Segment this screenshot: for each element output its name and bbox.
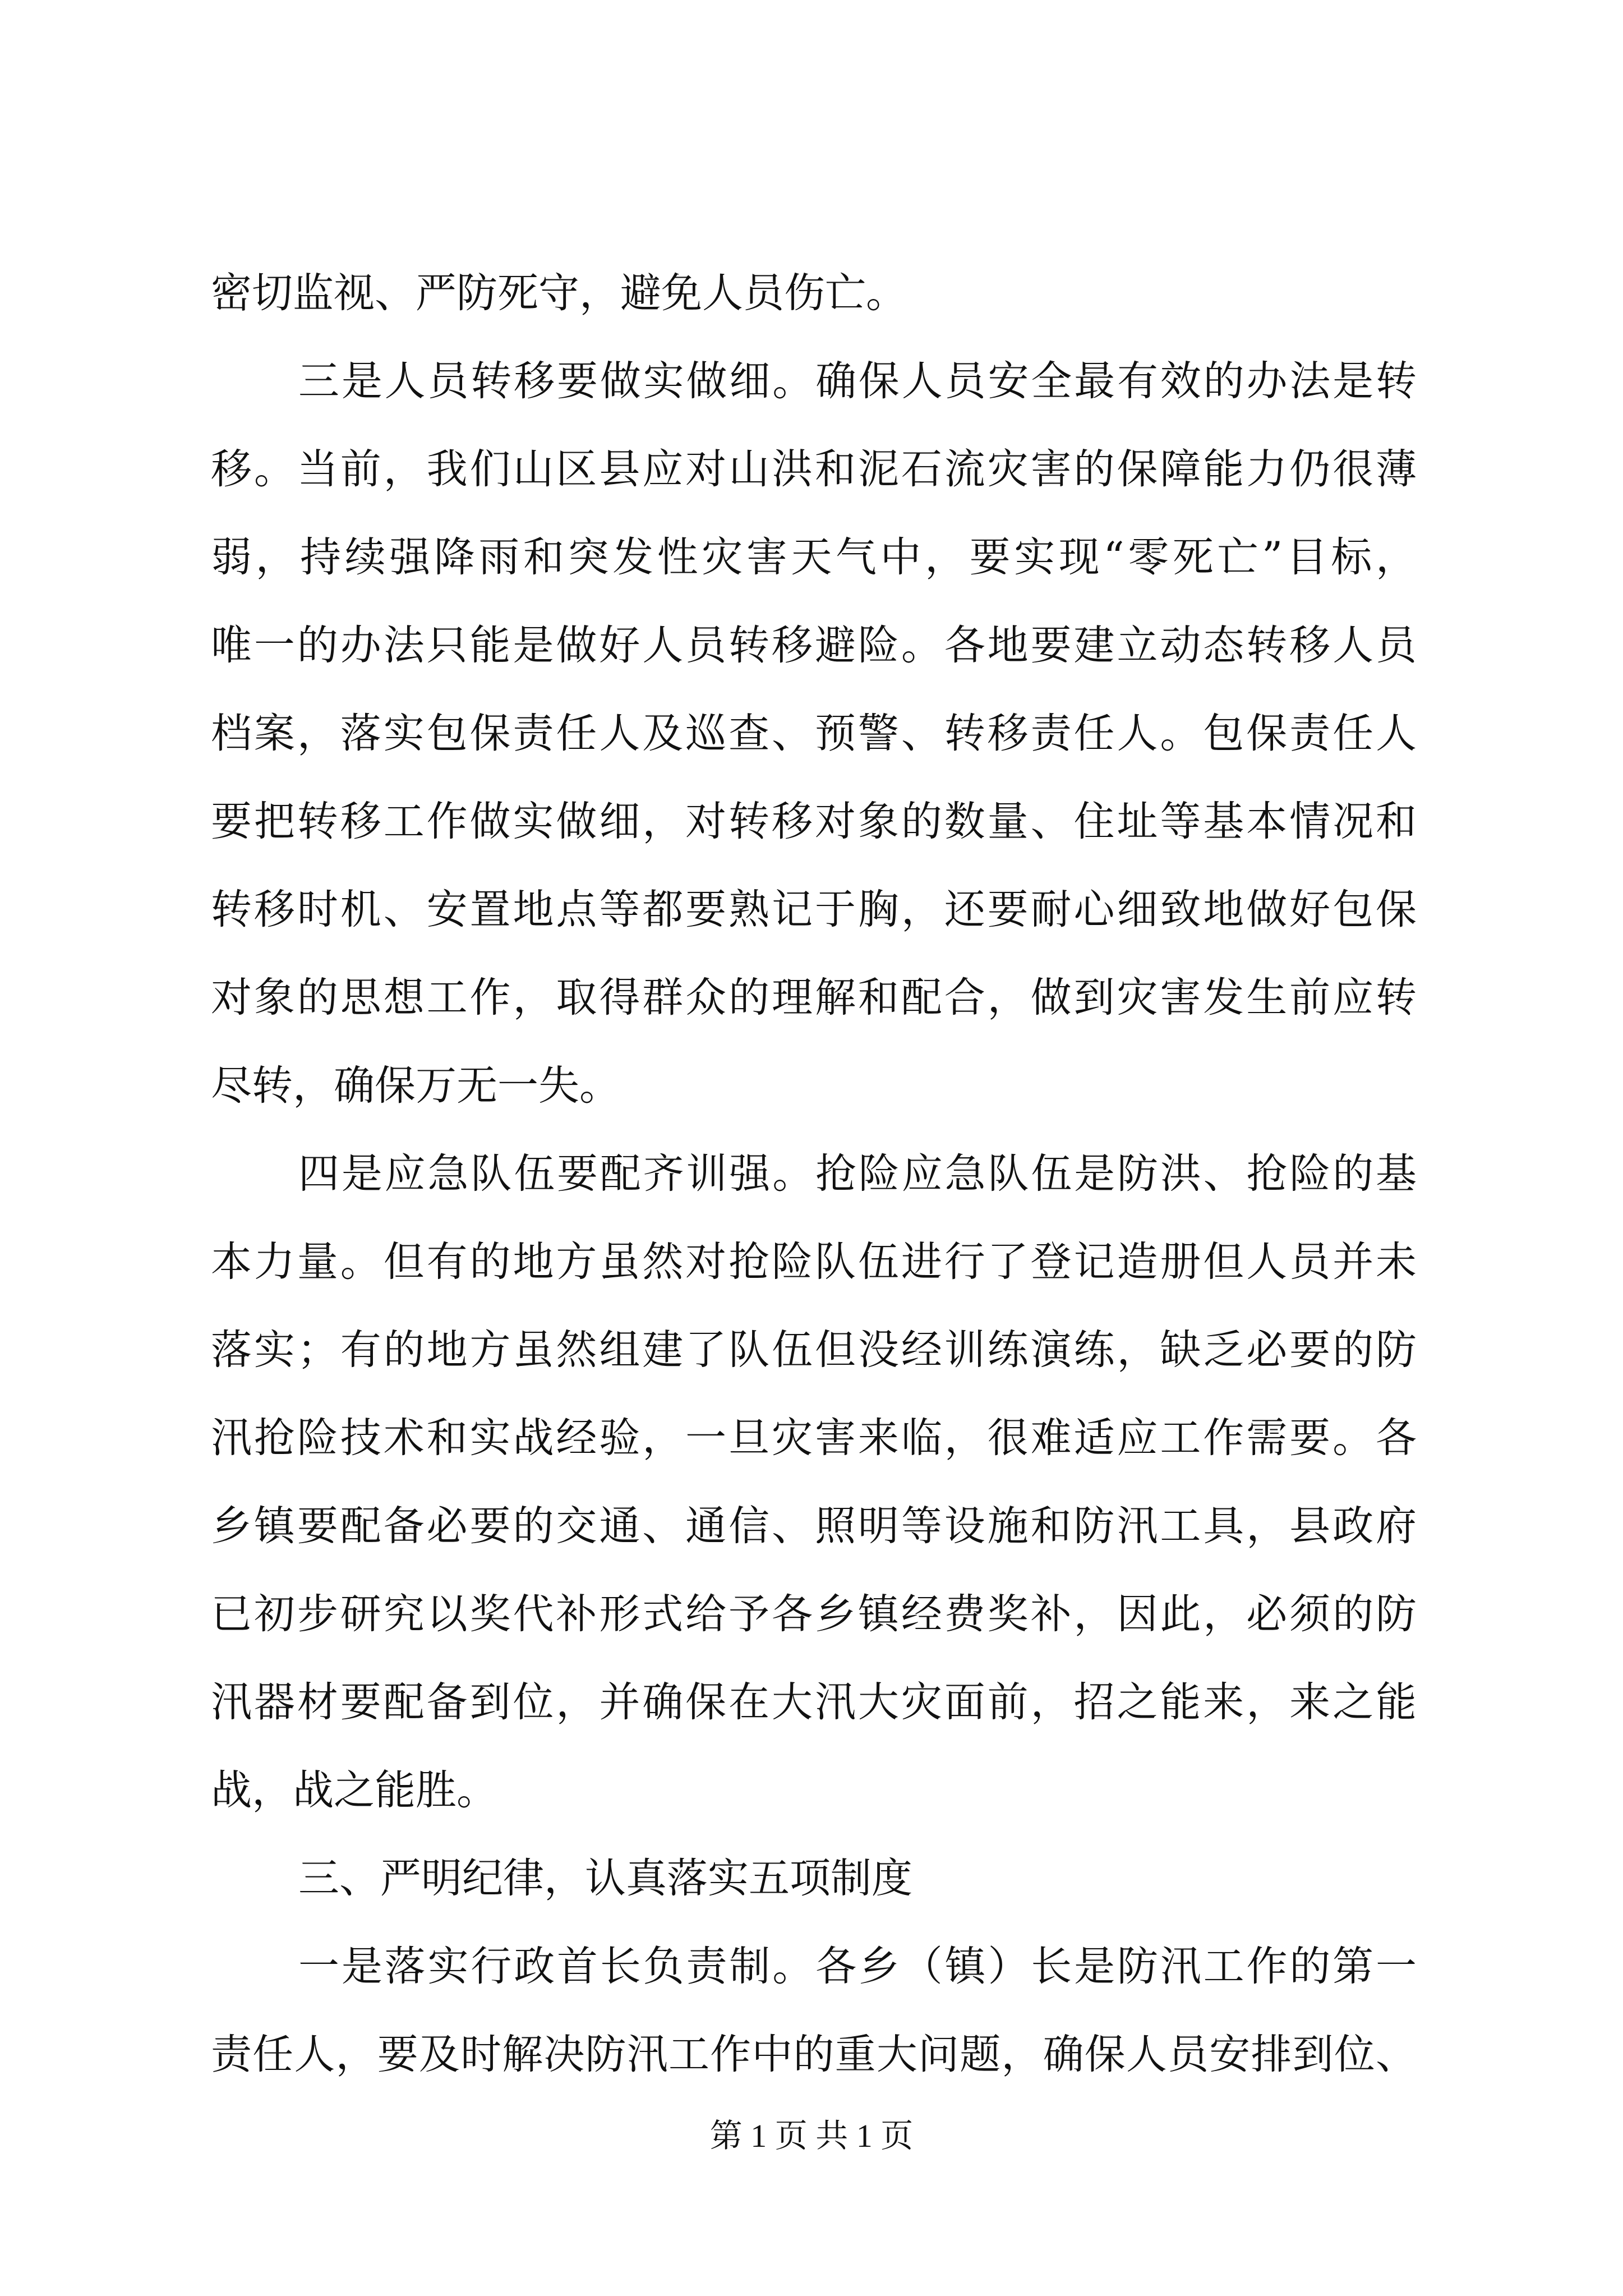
text-line: 汛抢险技术和实战经验，一旦灾害来临，很难适应工作需要。各 (211, 1414, 1417, 1462)
text-line: 已初步研究以奖代补形式给予各乡镇经费奖补，因此，必须的防 (211, 1590, 1417, 1638)
text-line: 落实；有的地方虽然组建了队伍但没经训练演练，缺乏必要的防 (211, 1326, 1417, 1374)
page-number-footer: 第 1 页 共 1 页 (709, 2118, 914, 2154)
text-line: 尽转，确保万无一失。 (211, 1062, 620, 1110)
text-line: 密切监视、严防死守，避免人员伤亡。 (211, 269, 907, 317)
paragraph-line: 三是人员转移要做实做细。确保人员安全最有效的办法是转 (298, 357, 1417, 405)
text-line: 本力量。但有的地方虽然对抢险队伍进行了登记造册但人员并未 (211, 1238, 1417, 1286)
text-line: 档案，落实包保责任人及巡查、预警、转移责任人。包保责任人 (211, 710, 1417, 757)
text-line: 转移时机、安置地点等都要熟记于胸，还要耐心细致地做好包保 (211, 886, 1417, 933)
document-body (211, 249, 1417, 2099)
section-heading: 三、严明纪律，认真落实五项制度 (298, 1855, 912, 1902)
text-line: 要把转移工作做实做细，对转移对象的数量、住址等基本情况和 (211, 798, 1417, 845)
text-line: 汛器材要配备到位，并确保在大汛大灾面前，招之能来，来之能 (211, 1678, 1417, 1726)
text-line: 移。当前，我们山区县应对山洪和泥石流灾害的保障能力仍很薄 (211, 445, 1417, 493)
text-line: 乡镇要配备必要的交通、通信、照明等设施和防汛工具，县政府 (211, 1502, 1417, 1550)
text-line: 唯一的办法只能是做好人员转移避险。各地要建立动态转移人员 (211, 622, 1417, 669)
text-line: 弱，持续强降雨和突发性灾害天气中，要实现“零死亡”目标， (211, 533, 1417, 581)
text-line: 对象的思想工作，取得群众的理解和配合，做到灾害发生前应转 (211, 974, 1417, 1022)
paragraph-line: 一是落实行政首长负责制。各乡（镇）长是防汛工作的第一 (298, 1943, 1417, 1990)
text-line: 战，战之能胜。 (211, 1766, 497, 1814)
paragraph-line: 四是应急队伍要配齐训强。抢险应急队伍是防洪、抢险的基 (298, 1150, 1417, 1198)
text-line: 责任人，要及时解决防汛工作中的重大问题，确保人员安排到位、 (211, 2031, 1417, 2078)
